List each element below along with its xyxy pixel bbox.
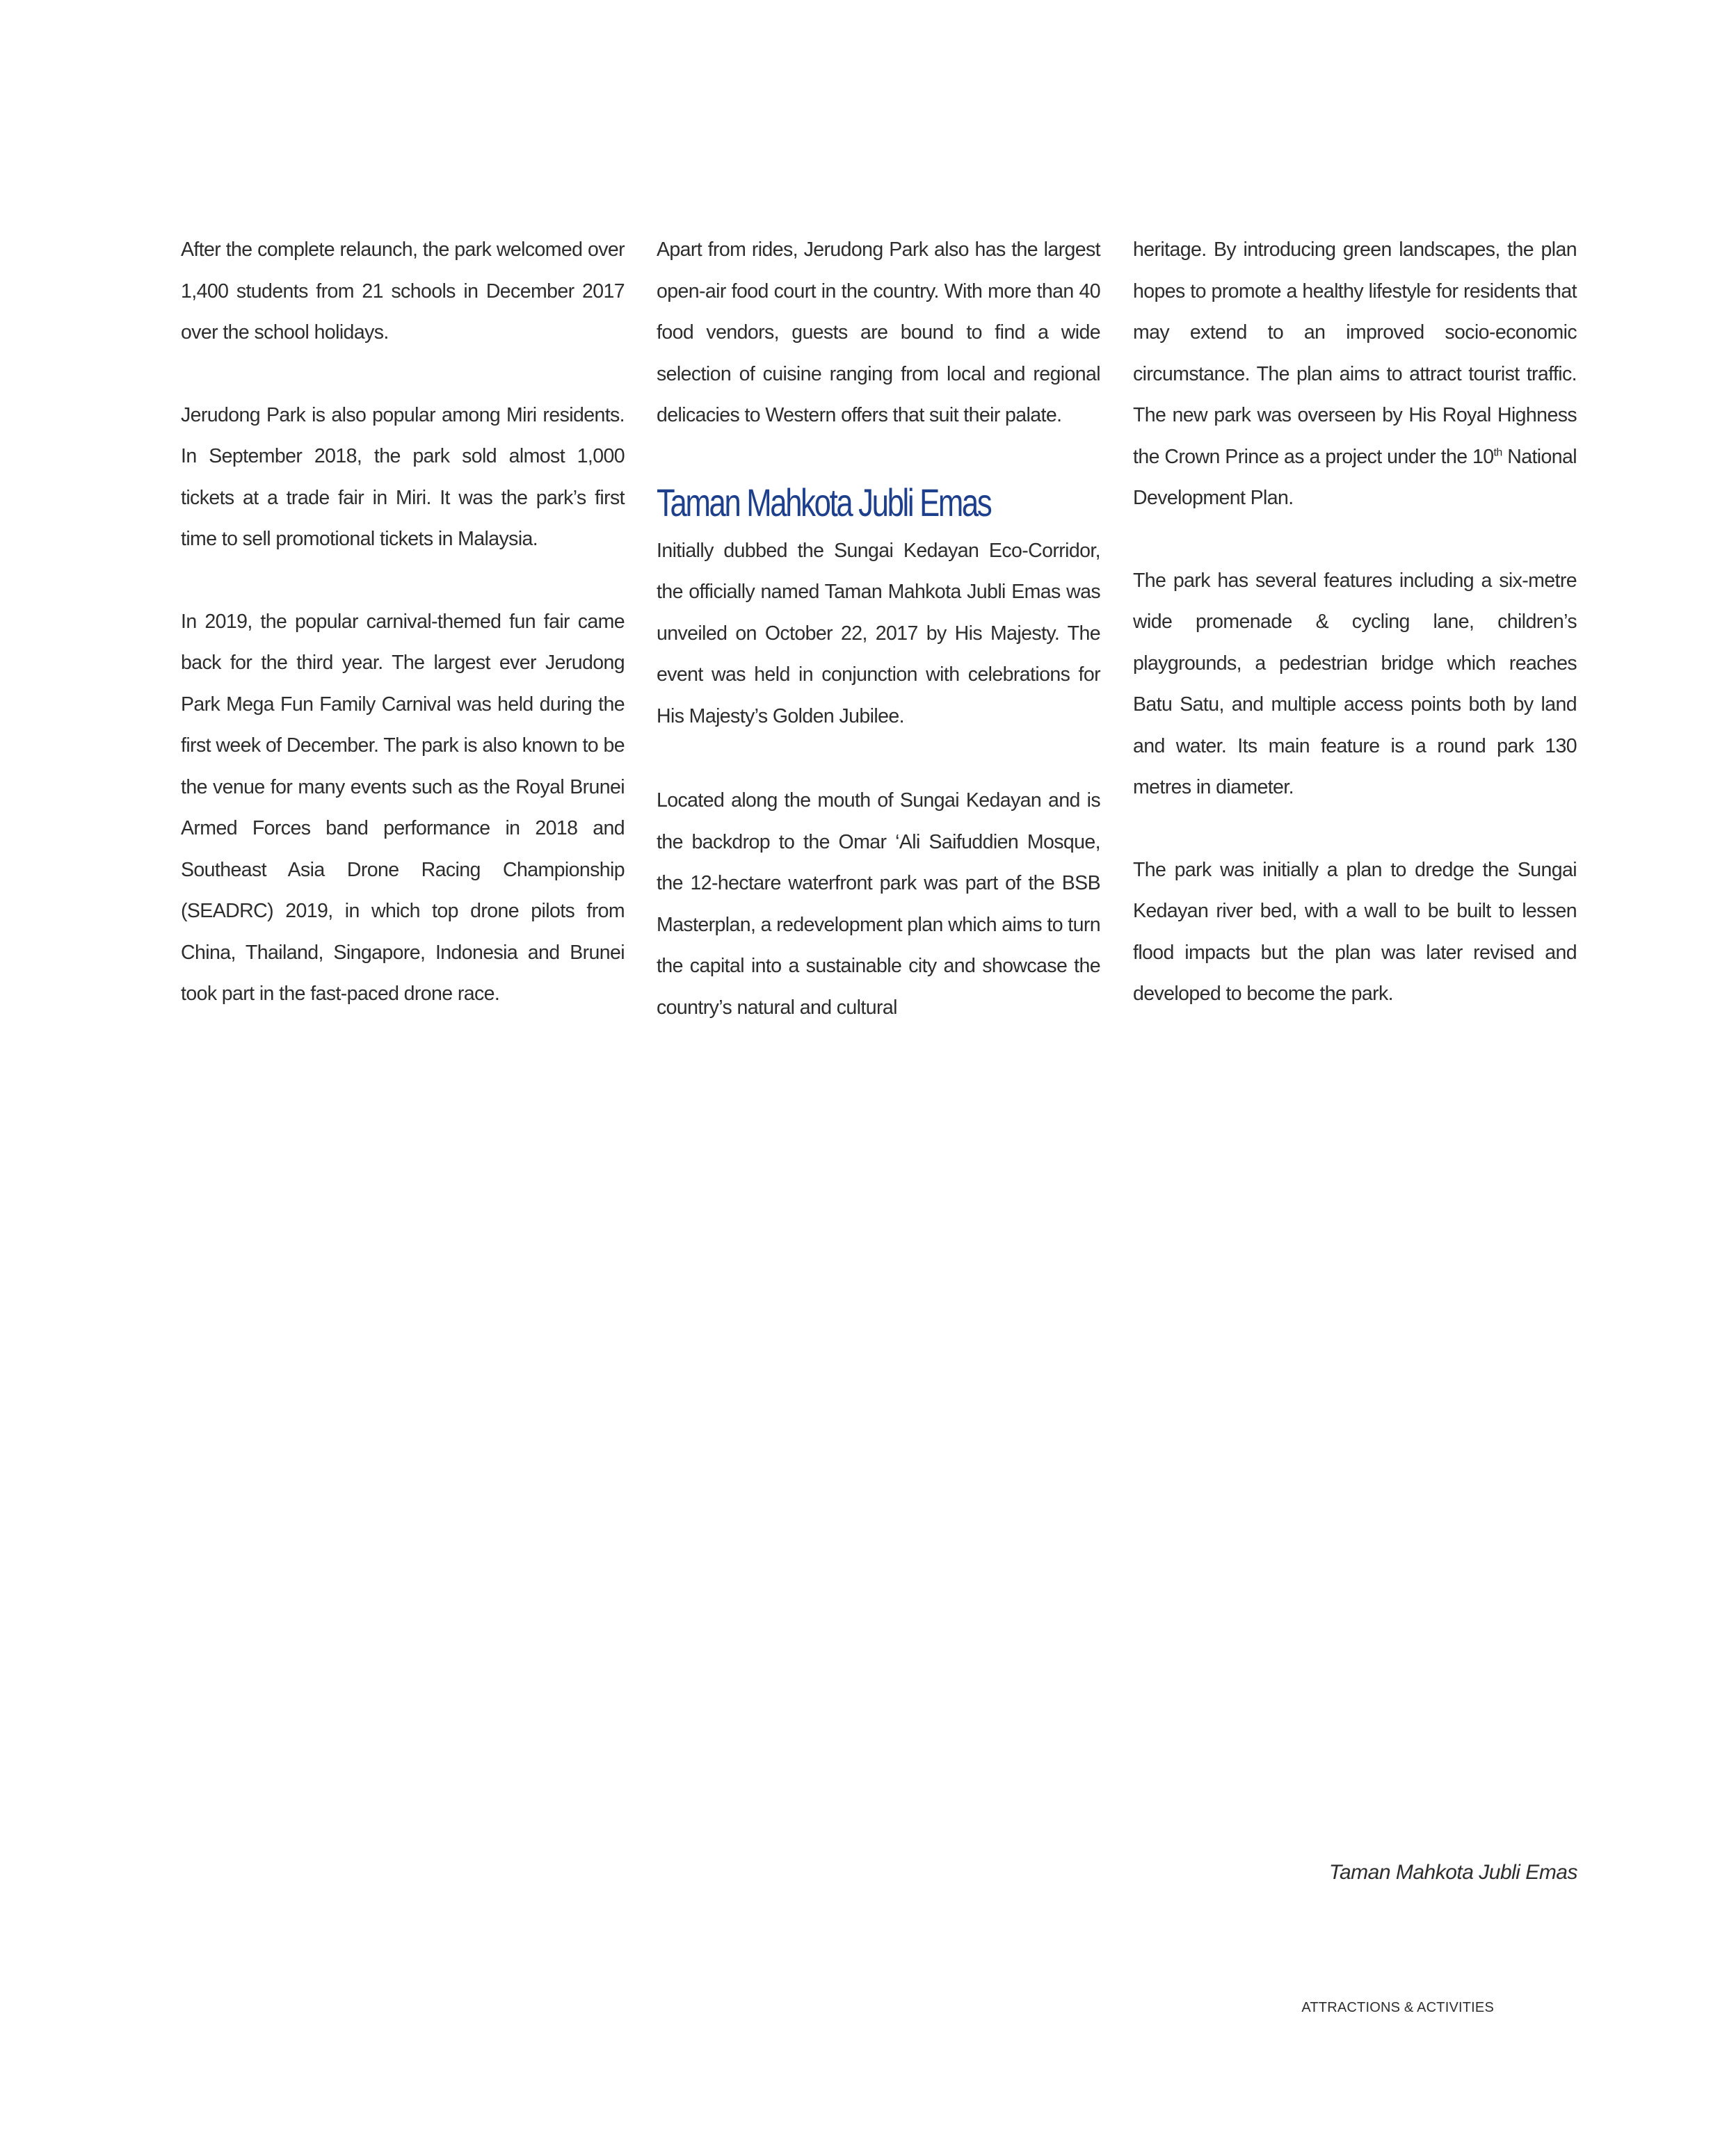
text-column-2 (657, 229, 1100, 1028)
paragraph: Jerudong Park is also popular among Miri residents. In September 2018, the park sold almost 1,000 tickets at a trade fair in Miri. It was the park’s first time to sell promotional tickets in Malaysia. (181, 403, 625, 550)
paragraph (1133, 229, 1577, 519)
paragraph: After the complete relaunch, the park welcomed over 1,400 students from 21 schools in December 2017 over the school holidays. (181, 239, 625, 344)
paragraph: The park was initially a plan to dredge the Sungai Kedayan river bed, with a wall to be built to lessen flood impacts but the plan was later revised and developed to become the park. (1133, 858, 1577, 1005)
paragraph: Apart from rides, Jerudong Park also has the largest open-air food court in the country. With more than 40 food vendors, guests are bound to find a wide selection of cuisine ranging from local and regional delicacies to Western offers that suit their palate. (657, 239, 1100, 426)
text-column-3 (1133, 229, 1577, 1015)
paragraph: Located along the mouth of Sungai Kedayan and is the backdrop to the Omar ‘Ali Saifuddien Mosque, the 12-hectare waterfront park was part of the BSB Masterplan, a redevelopment plan which aims to turn the capital into a sustainable city and showcase the country’s natural and cultural (657, 789, 1100, 1019)
text-column-1 (181, 229, 625, 1015)
photo-caption: Taman Mahkota Jubli Emas (1328, 1861, 1577, 1884)
section-heading: Taman Mahkota Jubli Emas (657, 480, 991, 524)
ordinal-superscript: th (1493, 446, 1502, 458)
paragraph: Initially dubbed the Sungai Kedayan Eco-Corridor, the officially named Taman Mahkota Jubli Emas was unveiled on October 22, 2017 by His Majesty. The event was held in conjunction with celebrations for His Majesty’s Golden Jubilee. (657, 539, 1100, 727)
paragraph: In 2019, the popular carnival-themed fun fair came back for the third year. The largest ever Jerudong Park Mega Fun Family Carnival was held during the first week of December. The park is also known to be the venue for many events such as the Royal Brunei Armed Forces band performance in 2018 and Southeast Asia Drone Racing Championship (SEADRC) 2019, in which top drone pilots from China, Thailand, Singapore, Indonesia and Brunei took part in the fast-paced drone race. (181, 610, 625, 1005)
page-footer-section-label: ATTRACTIONS & ACTIVITIES (1301, 2000, 1494, 2015)
paragraph-text: heritage. By introducing green landscapes, the plan hopes to promote a healthy lifestyle for residents that may extend to an improved socio-economic circumstance. The plan aims to attract tourist traffic. The new park was overseen by His Royal Highness the Crown Prince as a project under the 10 (1133, 239, 1577, 468)
paragraph-text: National Development Plan. (1133, 445, 1577, 509)
paragraph: The park has several features including a six-metre wide promenade & cycling lane, children’s playgrounds, a pedestrian bridge which reaches Batu Satu, and multiple access points both by land and water. Its main feature is a round park 130 metres in diameter. (1133, 569, 1577, 798)
